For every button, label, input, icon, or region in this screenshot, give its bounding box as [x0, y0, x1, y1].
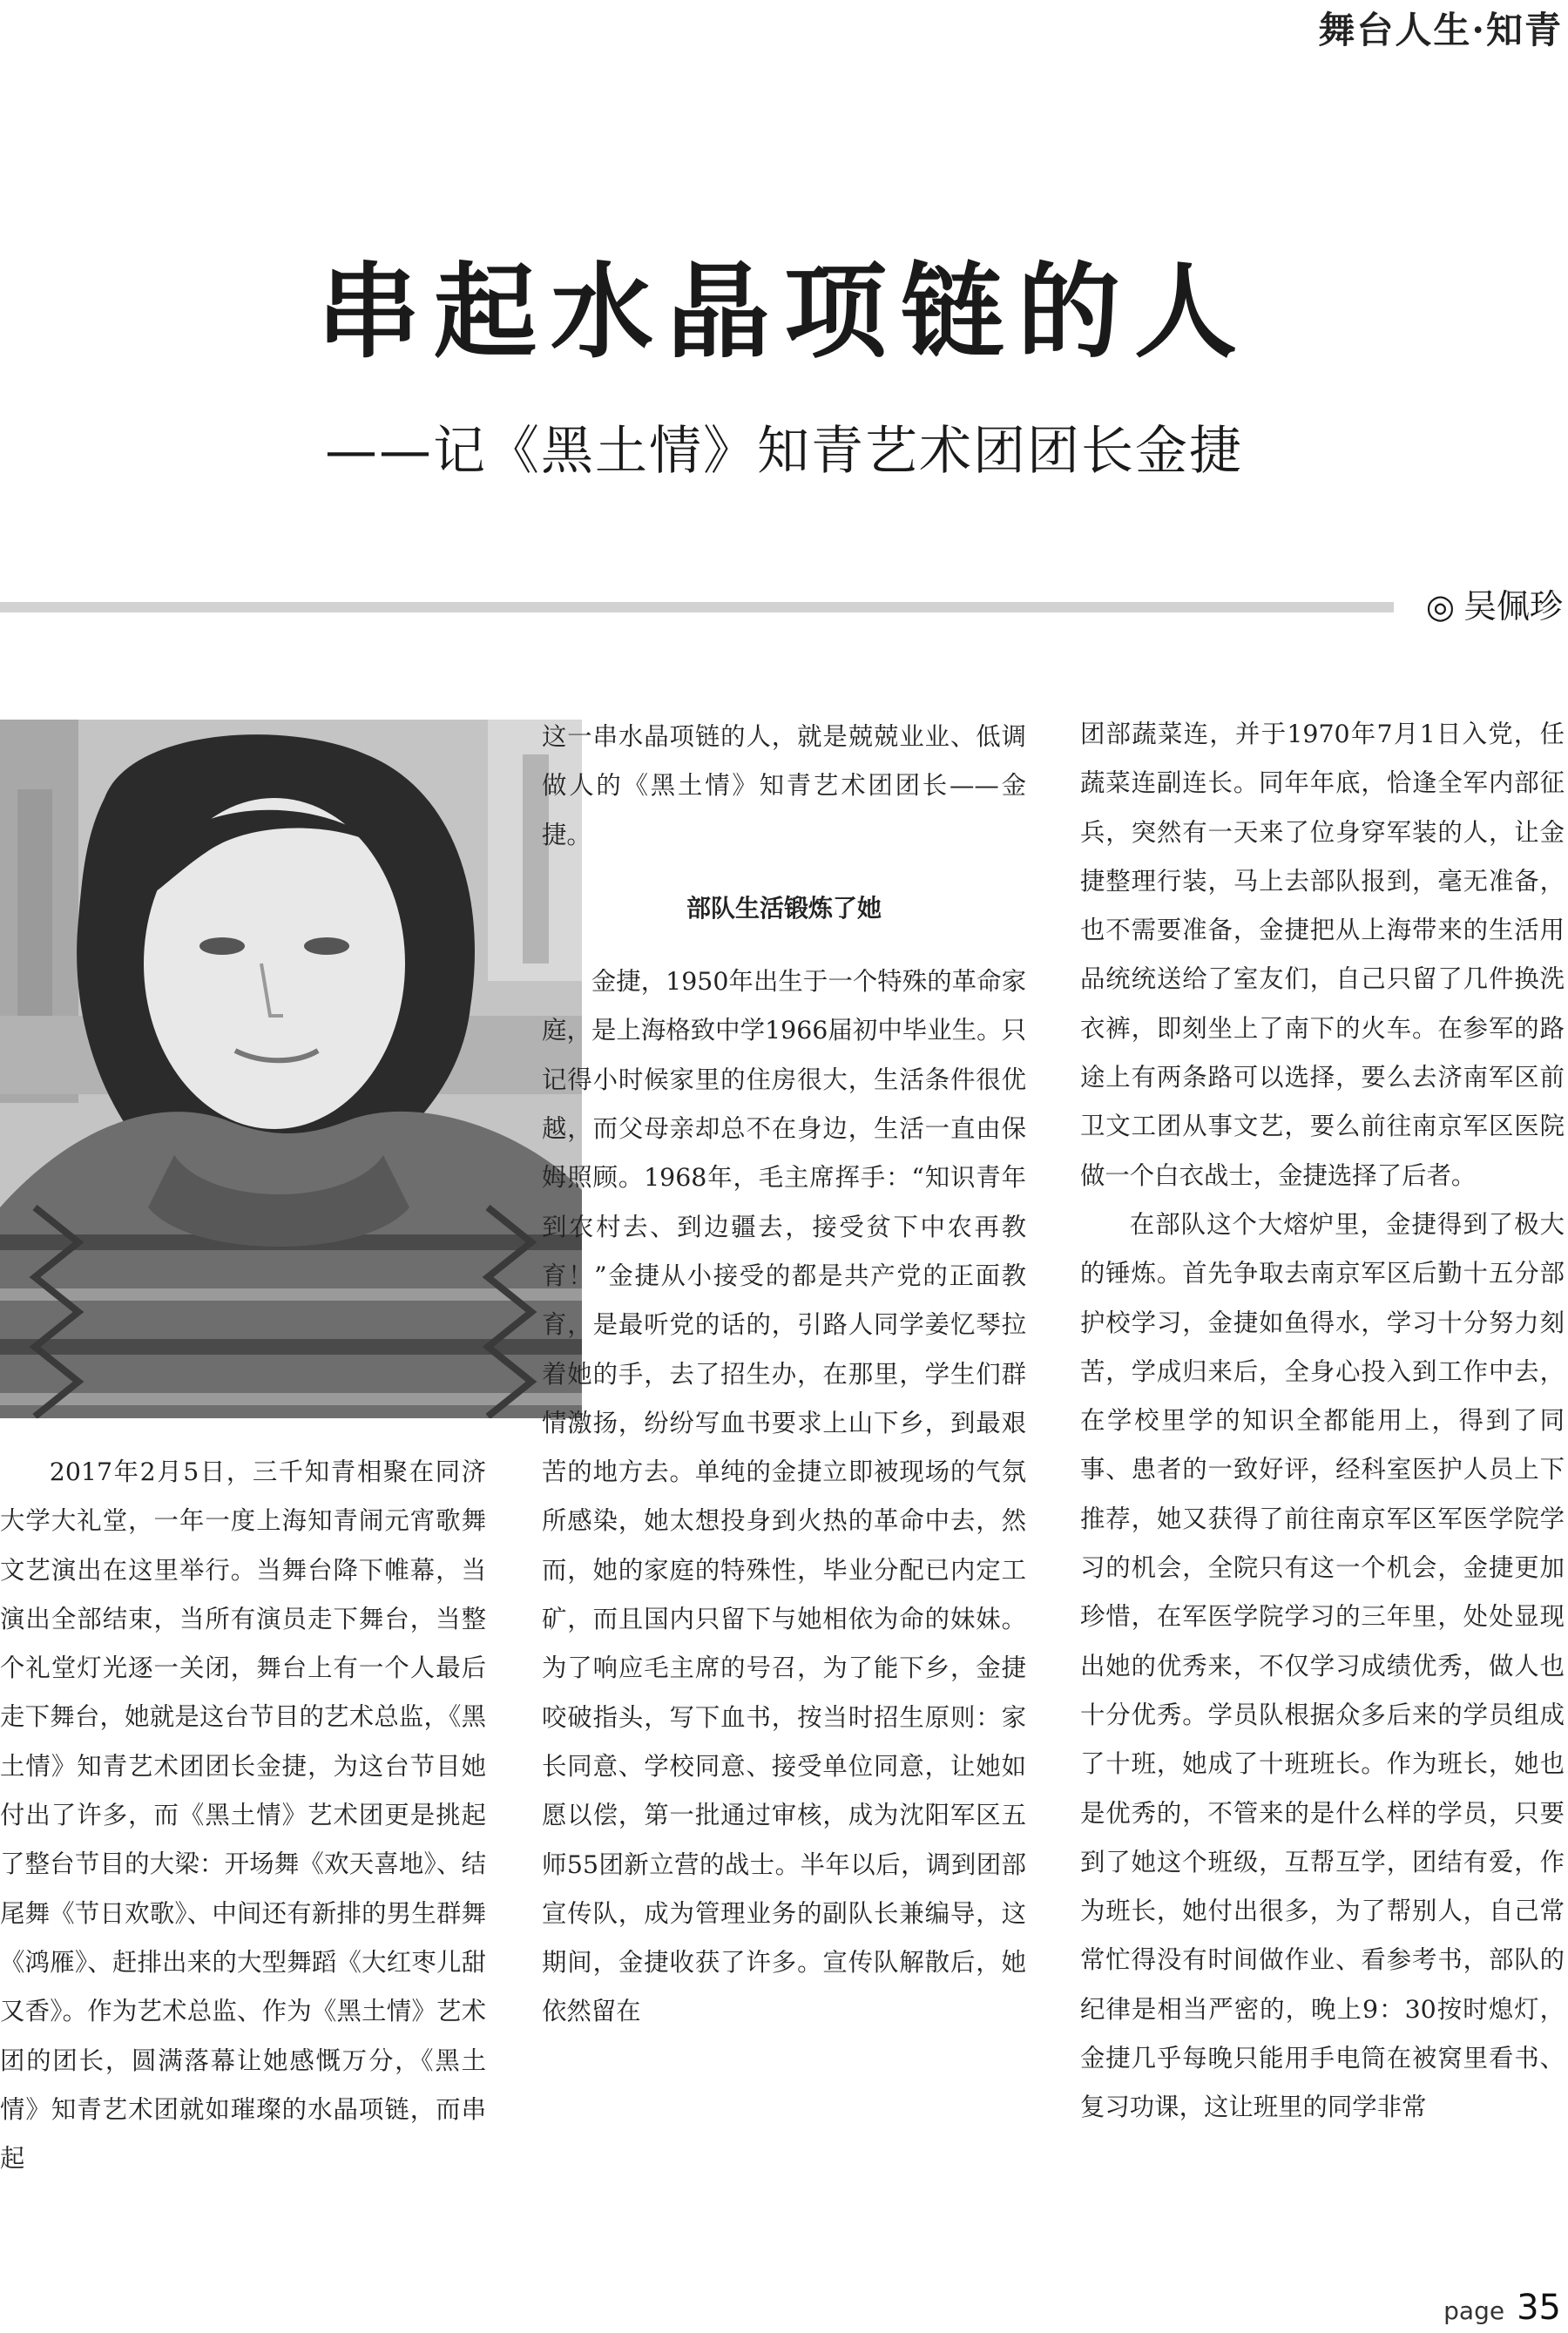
article-title: 串起水晶项链的人	[316, 252, 1251, 372]
byline-mark-icon: ◎	[1425, 587, 1455, 626]
byline	[1426, 582, 1563, 631]
section-heading: 部队生活锻炼了她	[686, 893, 882, 923]
portrait-photo	[0, 720, 582, 1418]
page-label: page	[1443, 2296, 1505, 2325]
paragraph: 金捷，1950年出生于一个特殊的革命家庭，是上海格致中学1966届初中毕业生。只记得小时候家里的住房很大，生活条件很优越，而父母亲却总不在身边，生活一直由保姆照顾。1968年，毛主席挥手：“知识青年到农村去、到边疆去，接受贫下中农再教育！”金捷从小接受的都是共产党的正面教育，是最听党的话的，引路人同学姜忆琴拉着她的手，去了招生办，在那里，学生们群情激扬，纷纷写血书要求上山下乡，到最艰苦的地方去。单纯的金捷立即被现场的气氛所感染，她太想投身到火热的革命中去，然而，她的家庭的特殊性，毕业分配已内定工矿，而且国内只留下与她相依为命的妹妹。为了响应毛主席的号召，为了能下乡，金捷咬破指头，写下血书，按当时招生原则：家长同意、学校同意、接受单位同意，让她如愿以偿，第一批通过审核，成为沈阳军区五师55团新立营的战士。半年以后，调到团部宣传队，成为管理业务的副队长兼编导，这期间，金捷收获了许多。宣传队解散后，她依然留在	[542, 967, 1026, 2026]
article-column-2	[542, 713, 1026, 2037]
article-column-3	[1080, 710, 1565, 2133]
paragraph: 2017年2月5日，三千知青相聚在同济大学大礼堂，一年一度上海知青闹元宵歌舞文艺演出在这里举行。当舞台降下帷幕，当演出全部结束，当所有演员走下舞台，当整个礼堂灯光逐一关闭，舞台上有一个人最后走下舞台，她就是这台节目的艺术总监，《黑土情》知青艺术团团长金捷，为这台节目她付出了许多，而《黑土情》艺术团更是挑起了整台节目的大梁：开场舞《欢天喜地》、结尾舞《节日欢歌》、中间还有新排的男生群舞《鸿雁》、赶排出来的大型舞蹈《大红枣儿甜又香》。作为艺术总监、作为《黑土情》艺术团的团长，圆满落幕让她感慨万分，《黑土情》知青艺术团就如璀璨的水晶项链，而串起	[0, 1457, 486, 2174]
page-footer	[1443, 2288, 1561, 2331]
title-divider	[0, 602, 1394, 612]
author-name: 吴佩珍	[1463, 587, 1563, 626]
section-tag: 舞台人生·知青	[1318, 9, 1563, 51]
paragraph: 这一串水晶项链的人，就是兢兢业业、低调做人的《黑土情》知青艺术团团长——金捷。	[542, 722, 1026, 849]
article-column-1	[0, 1448, 486, 2183]
article-subtitle: ——记《黑土情》知青艺术团团长金捷	[325, 421, 1243, 482]
page-number: 35	[1517, 2288, 1561, 2328]
paragraph: 在部队这个大熔炉里，金捷得到了极大的锤炼。首先争取去南京军区后勤十五分部护校学习，金捷如鱼得水，学习十分努力刻苦，学成归来后，全身心投入到工作中去，在学校里学的知识全都能用上，得到了同事、患者的一致好评，经科室医护人员上下推荐，她又获得了前往南京军区军医学院学习的机会，全院只有这一个机会，金捷更加珍惜，在军医学院学习的三年里，处处显现出她的优秀来，不仅学习成绩优秀，做人也十分优秀。学员队根据众多后来的学员组成了十班，她成了十班班长。作为班长，她也是优秀的，不管来的是什么样的学员，只要到了她这个班级，互帮互学，团结有爱，作为班长，她付出很多，为了帮别人，自己常常忙得没有时间做作业、看参考书，部队的纪律是相当严密的，晚上9：30按时熄灯，金捷几乎每晚只能用手电筒在被窝里看书、复习功课，这让班里的同学非常	[1080, 1209, 1565, 2122]
paragraph: 团部蔬菜连，并于1970年7月1日入党，任蔬菜连副连长。同年年底，恰逢全军内部征兵，突然有一天来了位身穿军装的人，让金捷整理行装，马上去部队报到，毫无准备，也不需要准备，金捷把从上海带来的生活用品统统送给了室友们，自己只留了几件换洗衣裤，即刻坐上了南下的火车。在参军的路途上有两条路可以选择，要么去济南军区前卫文工团从事文艺，要么前往南京军区医院做一个白衣战士，金捷选择了后者。	[1080, 720, 1565, 1190]
